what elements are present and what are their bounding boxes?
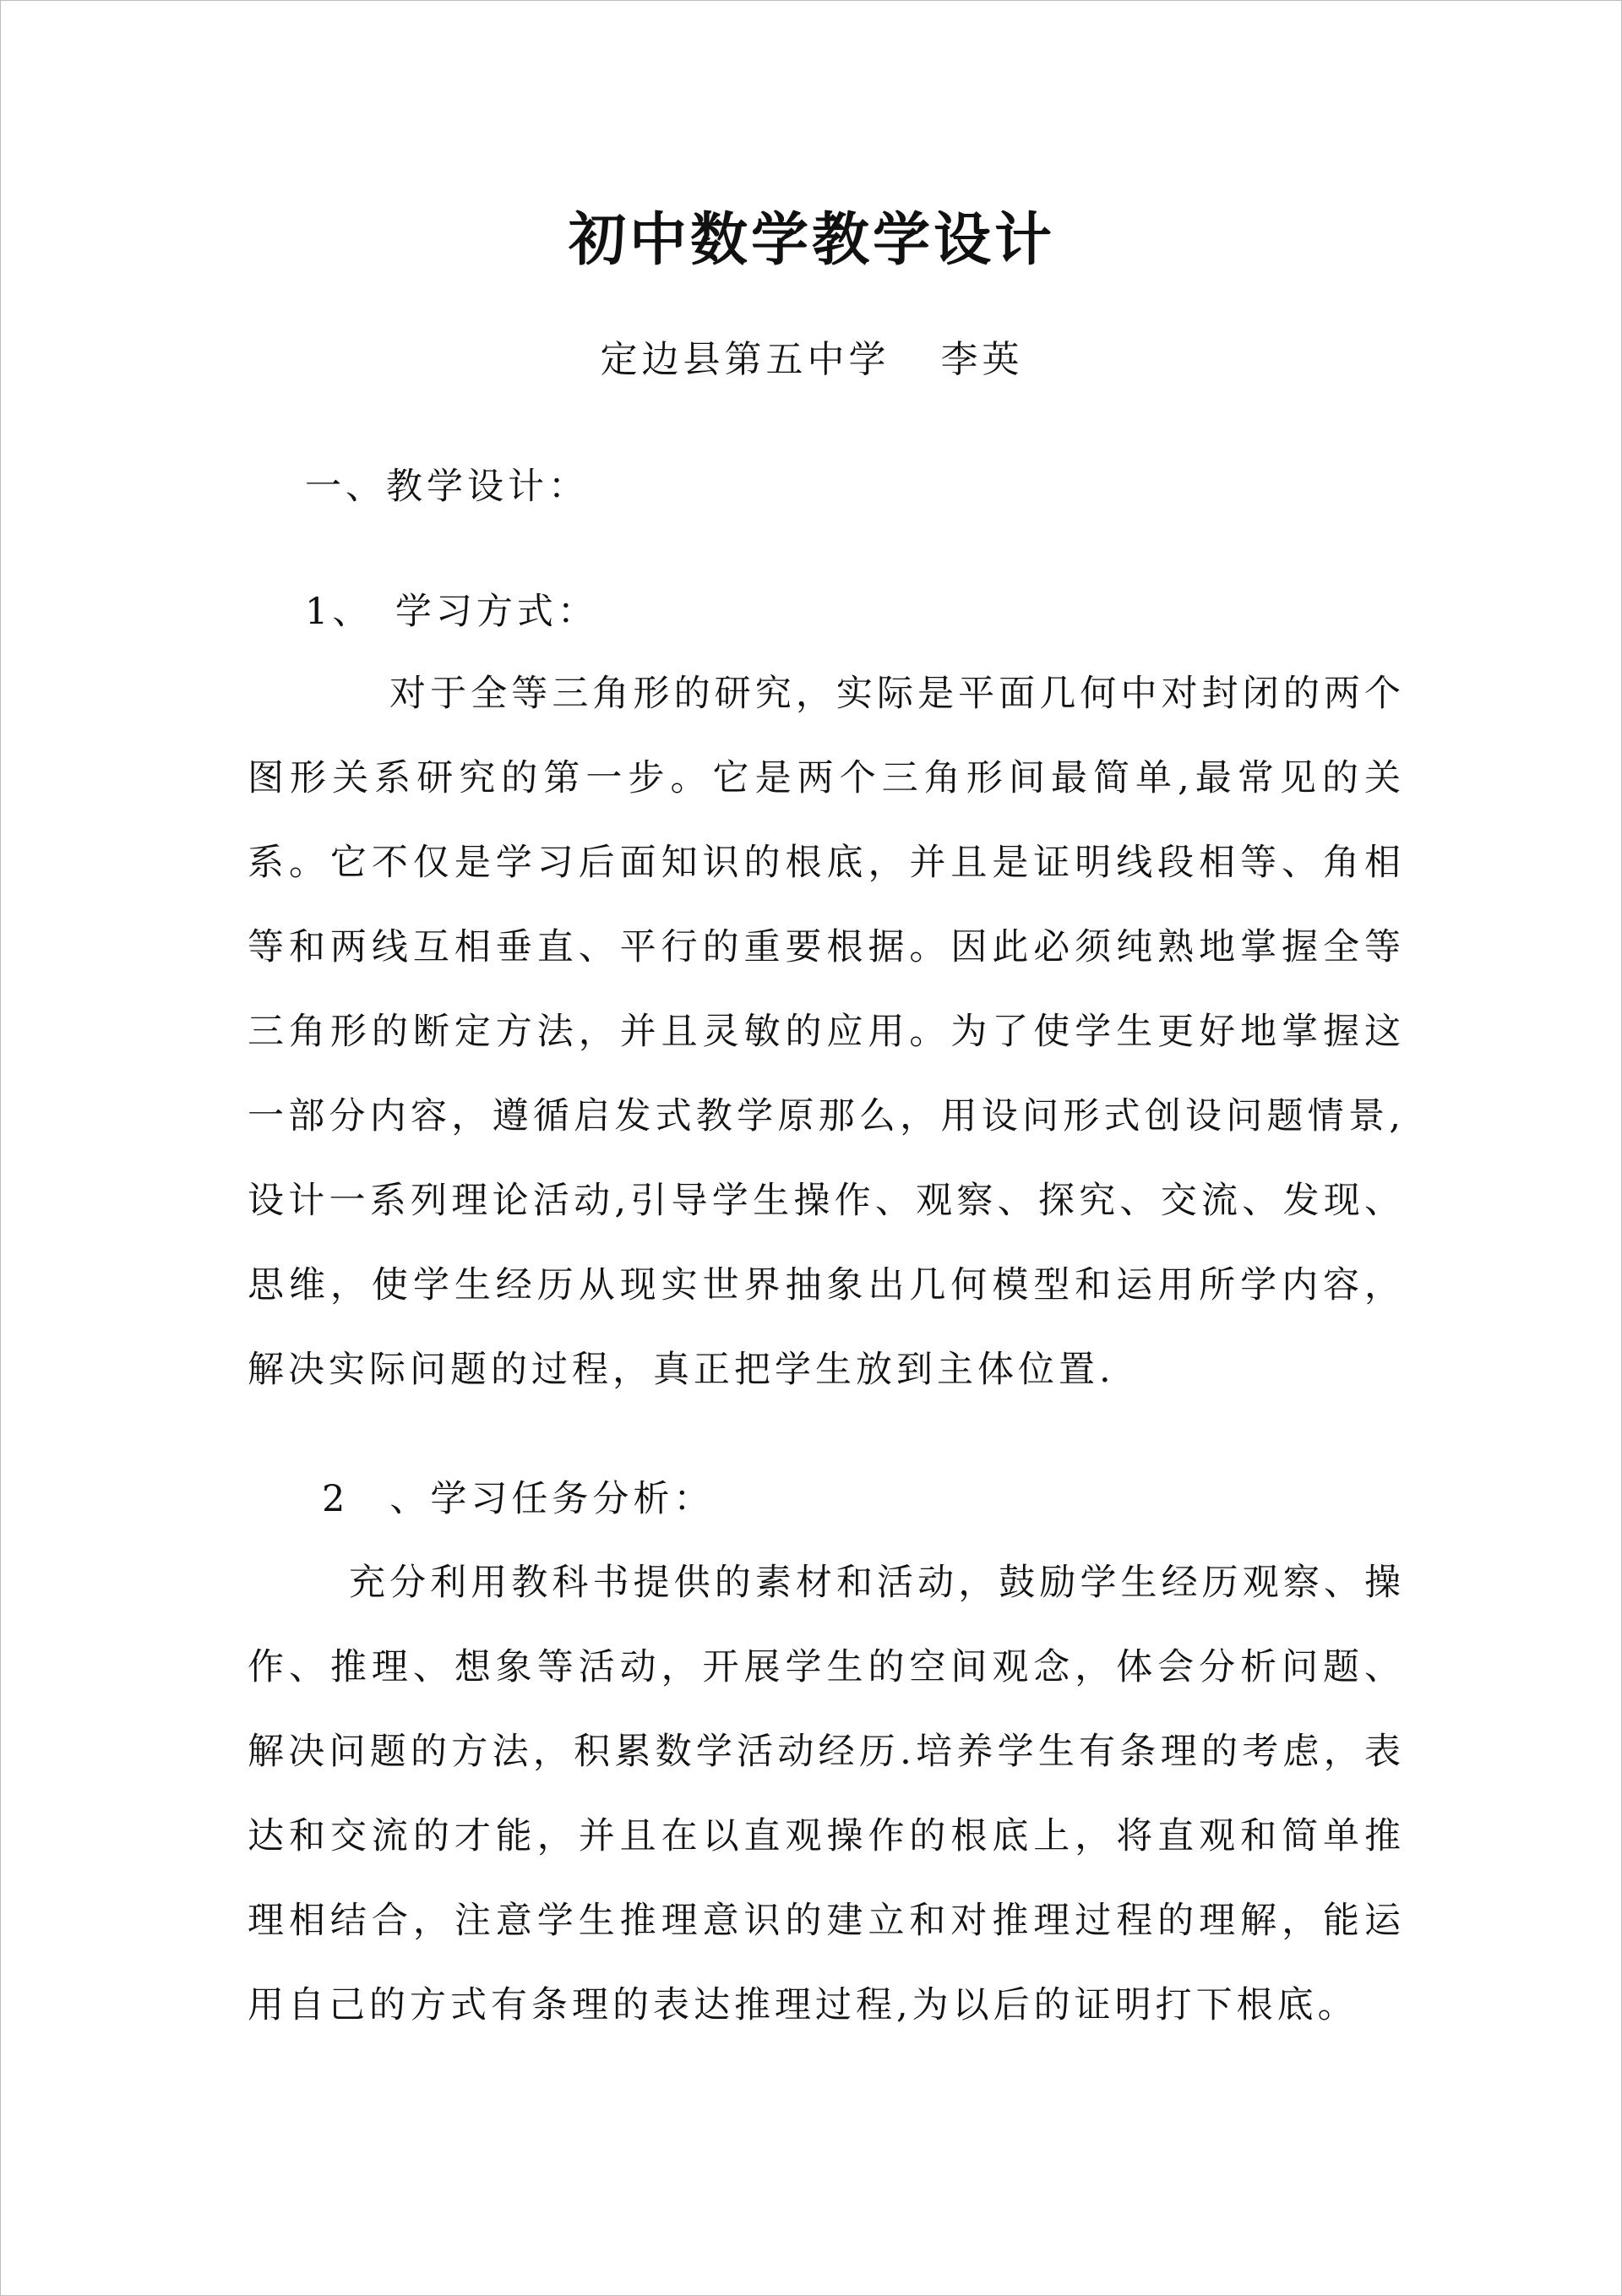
subsection-1-heading: 1、 学习方式： [305, 591, 598, 633]
document-title: 初中数学教学设计 [568, 206, 1055, 274]
subsection-2-paragraph: 充分利用教科书提供的素材和活动，鼓励学生经历观察、操作、推理、想象等活动，开展学生的空间观念，体会分析问题、解决问题的方法，积累数学活动经历.培养学生有条理的考虑，表达和交流的才能，并且在以直观操作的根底上，将直观和简单推理相结合，注意学生推理意识的建立和对推理过程的理解，能运用自己的方式有条理的表达推理过程,为以后的证明打下根底。 [248, 1562, 1405, 2026]
section-heading: 一、教学设计： [305, 466, 589, 508]
author-name: 李英 [940, 338, 1024, 381]
subsection-1-paragraph: 对于全等三角形的研究，实际是平面几何中对封闭的两个图形关系研究的第一步。它是两个三角形间最简单,最常见的关系。它不仅是学习后面知识的根底，并且是证明线段相等、角相等和两线互相垂直、平行的重要根据。因此必须纯熟地掌握全等三角形的断定方法，并且灵敏的应用。为了使学生更好地掌握这一部分内容，遵循启发式教学原那么，用设问形式创设问题情景,设计一系列理论活动,引导学生操作、观察、探究、交流、发现、思维，使学生经历从现实世界抽象出几何模型和运用所学内容，解决实际问题的过程，真正把学生放到主体位置. [248, 673, 1405, 1391]
author-school: 定边县第五中学 [600, 338, 890, 381]
subsection-2-heading: 2 、学习任务分析： [322, 1478, 715, 1520]
author-line [1, 330, 1622, 390]
